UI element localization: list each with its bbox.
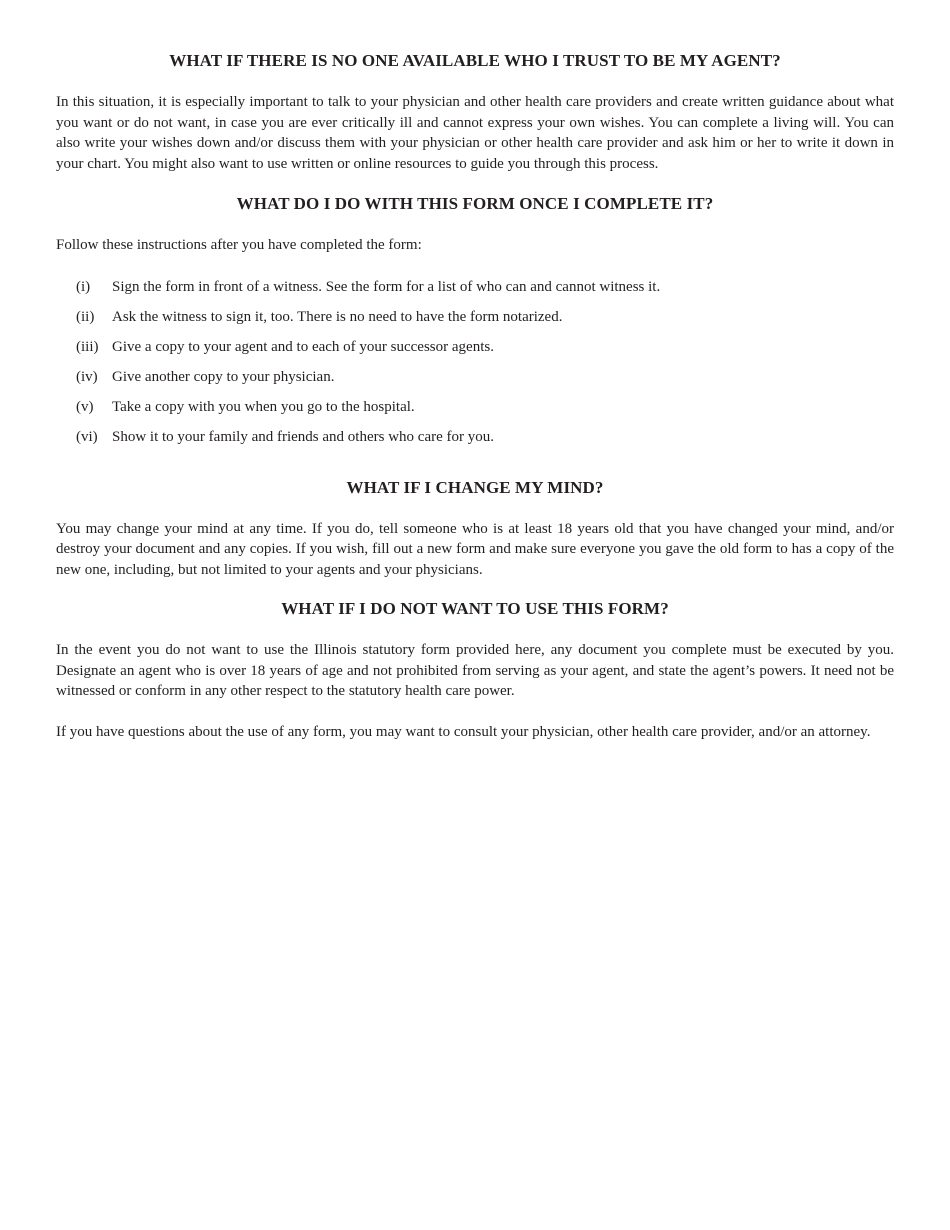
list-item-text: Give a copy to your agent and to each of your successor agents.: [112, 338, 494, 355]
section-body-after-complete: Follow these instructions after you have completed the form:: [56, 237, 422, 253]
list-item-number: (vi): [76, 428, 98, 445]
list-item: [56, 337, 894, 367]
list-item-number: (ii): [76, 308, 95, 325]
list-item-number: (iv): [76, 368, 98, 385]
section-heading-no-agent: WHAT IF THERE IS NO ONE AVAILABLE WHO I TRUST TO BE MY AGENT?: [169, 51, 781, 70]
list-item-text: Sign the form in front of a witness. See the form for a list of who can and cannot witness it.: [112, 278, 661, 295]
section-body-change-mind: You may change your mind at any time. If you do, tell someone who is at least 18 years old that you have changed your mind, and/or destroy your document and any copies. If you wish, fill out a new form and make sure everyone you gave the old form to has a copy of the new one, including, but not limited to your agents and your physicians.: [56, 520, 894, 578]
list-item-number: (iii): [76, 338, 99, 355]
list-item-number: (i): [76, 278, 91, 295]
list-item-text: Give another copy to your physician.: [112, 368, 335, 385]
section-heading-change-mind: WHAT IF I CHANGE MY MIND?: [346, 477, 604, 497]
list-item-text: Show it to your family and friends and others who care for you.: [112, 428, 494, 445]
list-item: [56, 367, 894, 397]
instruction-list: [56, 277, 894, 457]
list-item: [56, 427, 894, 457]
closing-paragraph: If you have questions about the use of any form, you may want to consult your physician, other health care provider, and/or an attorney.: [56, 723, 871, 740]
list-item: [56, 307, 894, 337]
list-item-text: Take a copy with you when you go to the hospital.: [112, 398, 415, 415]
section-heading-not-use-form: WHAT IF I DO NOT WANT TO USE THIS FORM?: [281, 599, 669, 618]
list-item: [56, 397, 894, 427]
list-item: [56, 277, 894, 307]
list-item-number: (v): [76, 398, 94, 415]
section-body-no-agent: In this situation, it is especially important to talk to your physician and other health care providers and create written guidance about what you want or do not want, in case you are ever critically ill and cannot express your own wishes. You can complete a living will. You can also write your wishes down and/or discuss them with your physician or other health care provider and ask him or her to write it down in your chart. You might also want to use written or online resources to guide you through this process.: [56, 94, 894, 172]
list-item-text: Ask the witness to sign it, too. There is no need to have the form notarized.: [112, 308, 563, 325]
section-heading-after-complete: WHAT DO I DO WITH THIS FORM ONCE I COMPLETE IT?: [236, 194, 714, 213]
section-body-not-use-form: In the event you do not want to use the Illinois statutory form provided here, any document you complete must be executed by you. Designate an agent who is over 18 years of age and not prohibited from serving as your agent, and state the agent’s powers. It need not be witnessed or conform in any other respect to the statutory health care power.: [56, 642, 894, 699]
